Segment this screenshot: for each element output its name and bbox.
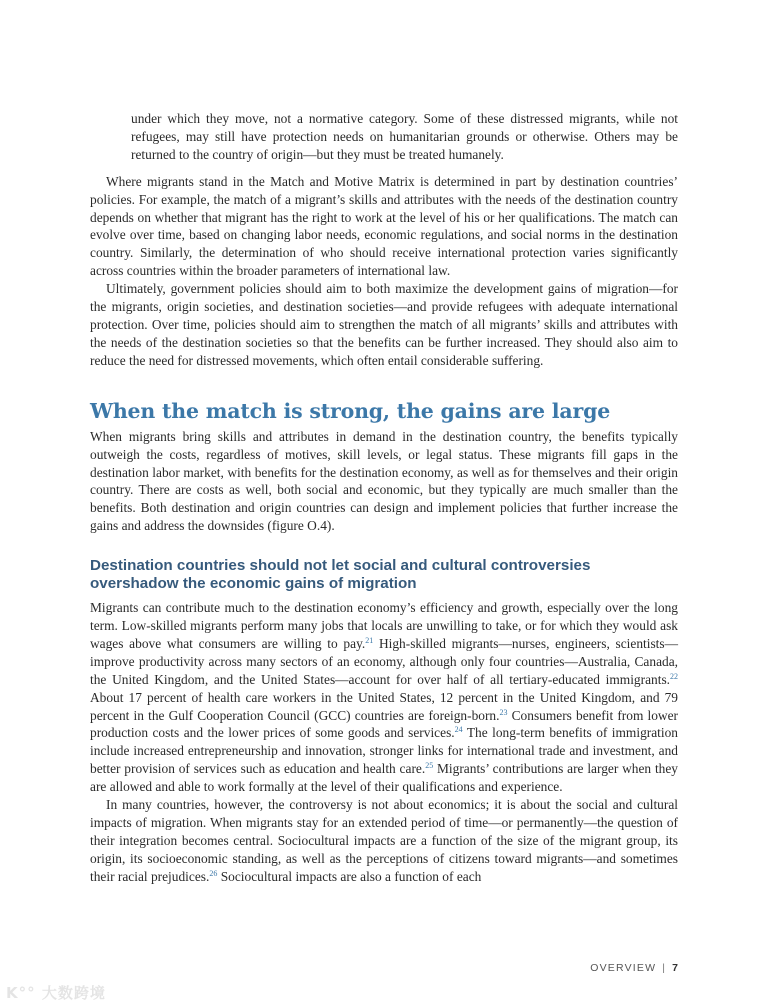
text-run: Consumers benefit from lower production costs and the lower prices of some goods and services. (90, 707, 678, 741)
text-run: High-skilled migrants—nurses, engineers, scientists—improve productivity across many sectors of an economy, although only four countries—Australia, Canada, the United Kingdom, and the United States—account for over half of all tertiary-educated immigrants. (90, 635, 679, 687)
text-run: Migrants’ contributions are larger when they are allowed and able to work formally at the level of their qualifications and experience. (90, 761, 679, 795)
subsection-heading: Destination countries should not let social and cultural controversies overshadow the economic gains of migration (90, 557, 591, 593)
footnote-ref-23[interactable]: 23 (499, 707, 508, 717)
footnote-ref-22[interactable]: 22 (670, 671, 678, 681)
footnote-ref-26[interactable]: 26 (209, 868, 218, 878)
section-paragraph: When migrants bring skills and attributes in demand in the destination country, the benefits typically outweigh the costs, regardless of motives, skill levels, or legal status. These migrants fill gaps in the destination labor market, with benefits for the destination economy, as well as for themselves and their origin country. There are costs as well, both social and economic, but they typically are much smaller than the benefits. Both destination and origin countries can design and implement policies that further increase the gains and address the downsides (figure O.4). (90, 428, 678, 534)
intro-paragraph-2: Ultimately, government policies should aim to both maximize the development gains of migration—for the migrants, origin societies, and destination societies—and provide refugees with adequate international protection. Over time, policies should aim to strengthen the match of all migrants’ skills and attributes with the needs of the destination societies so that the benefits can be further increased. They should also aim to reduce the need for distressed movements, which often entail considerable suffering. (90, 281, 678, 368)
footer-separator: | (662, 962, 667, 974)
watermark-logo: K°° 大数跨境 (6, 984, 106, 1002)
page-footer (590, 962, 678, 974)
subsection-paragraph-2 (90, 796, 678, 886)
text-run: Sociocultural impacts are also a function of each (217, 868, 482, 884)
subsection-paragraph-1 (90, 599, 678, 796)
footnote-ref-21[interactable]: 21 (365, 635, 374, 645)
text-run: The long-term benefits of immigration include increased entrepreneurship and innovation, stronger links for international trade and investment, and better provision of services such as education and health care. (90, 725, 678, 777)
section-heading: When the match is strong, the gains are large (90, 398, 611, 423)
footnote-ref-25[interactable]: 25 (425, 761, 434, 771)
footer-section-label: OVERVIEW (590, 962, 657, 974)
text-run: Migrants can contribute much to the destination economy’s efficiency and growth, especially over the long term. Low-skilled migrants perform many jobs that locals are unwilling to take, or for which they would ask wages above what consumers are willing to pay. (90, 600, 678, 651)
text-run: In many countries, however, the controversy is not about economics; it is about the social and cultural impacts of migration. When migrants stay for an extended period of time—or permanently—the question of their integration becomes central. Sociocultural impacts are a function of the size of the migrant group, its origin, its socioeconomic standing, as well as the perceptions of citizens toward migrants—and sometimes their racial prejudices. (90, 797, 678, 884)
text-run: About 17 percent of health care workers in the United States, 12 percent in the United Kingdom, and 79 percent in the Gulf Cooperation Council (GCC) countries are foreign-born. (90, 689, 678, 723)
quote-continuation: under which they move, not a normative category. Some of these distressed migrants, while not refugees, may still have protection needs on humanitarian grounds or otherwise. Others may be returned to the country of origin—but they must be treated humanely. (131, 111, 678, 162)
intro-paragraph-1: Where migrants stand in the Match and Motive Matrix is determined in part by destination countries’ policies. For example, the match of a migrant’s skills and attributes with the needs of the destination country depends on whether that migrant has the right to work at the level of his or her qualifications. The match can evolve over time, based on changing labor needs, economic regulations, and social norms in the destination country. Similarly, the determination of who should receive international protection varies significantly across countries within the broader parameters of international law. (90, 173, 678, 279)
document-page (90, 110, 678, 886)
page-number: 7 (672, 962, 678, 974)
footnote-ref-24[interactable]: 24 (454, 725, 463, 735)
